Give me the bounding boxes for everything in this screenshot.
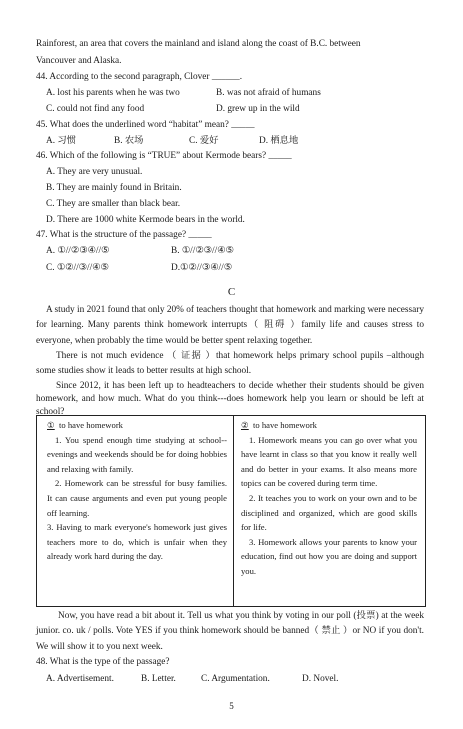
right-column-heading-text: to have homework — [253, 420, 317, 430]
right-item-2: 2. It teaches you to work on your own and to be disciplined and organized, which are good skills for life. — [241, 492, 417, 533]
q44-option-b: B. was not afraid of humans — [216, 88, 321, 98]
q47-stem: 47. What is the structure of the passage? _____ — [36, 230, 212, 240]
q48-stem: 48. What is the type of the passage? — [36, 657, 170, 667]
q48-option-b: B. Letter. — [141, 674, 176, 684]
page-number: 5 — [229, 701, 234, 711]
section-heading-c: C — [227, 286, 236, 298]
q45-option-a: A. 习惯 — [46, 136, 76, 146]
passage-paragraph-2: There is not much evidence （ 证据 ）that homework helps primary school pupils –although some studies show it leads to better results at high school. — [36, 351, 424, 377]
left-item-3: 3. Having to mark everyone's homework just gives teachers more to do, which is unfair when they already work hard during the day. — [47, 522, 227, 562]
q44-option-d: D. grew up in the wild — [216, 104, 300, 114]
right-column-number: ② — [241, 420, 249, 430]
table-left-column — [47, 418, 227, 564]
right-column-heading — [241, 418, 417, 433]
q48-option-c: C. Argumentation. — [201, 674, 270, 684]
closing-paragraph: Now, you have read a bit about it. Tell us what you think by voting in our poll (投票) at the week junior. co. uk / polls. Vote YES if you think homework should be banned（ 禁止 ）or NO if you don't. We will show it to you next week. — [36, 611, 424, 652]
passage-paragraph-1: A study in 2021 found that only 20% of teachers thought that homework and marking were necessary for learning. Many parents think homework interrupts（ 阻碍 ）family life and causes stress to everyone, when probably the time would be better spent relaxing together. — [36, 305, 424, 346]
q47-option-a: A. ①//②③④//⑤ — [46, 246, 110, 256]
q45-option-c: C. 爱好 — [189, 136, 219, 146]
q44-option-c: C. could not find any food — [46, 104, 145, 114]
q48-option-d: D. Novel. — [302, 674, 339, 684]
right-item-1: 1. Homework means you can go over what you have learnt in class so that you know it really well and do better in your exams. It also means more topics can be covered during term time. — [241, 434, 417, 489]
q46-option-b: B. They are mainly found in Britain. — [46, 183, 182, 193]
left-column-heading-text: to have homework — [59, 420, 123, 430]
passage-paragraph-3: Since 2012, it has been left up to headteachers to decide whether their students should be given homework, and how much. What do you think---does homework help you learn or should be left at school? — [36, 381, 424, 417]
q47-option-d: D.①②//③④//⑤ — [171, 263, 233, 273]
q47-option-b: B. ①//②③//④⑤ — [171, 246, 234, 256]
q44-stem: 44. According to the second paragraph, Clover ______. — [36, 72, 243, 82]
q46-option-c: C. They are smaller than black bear. — [46, 199, 181, 209]
table-divider — [233, 416, 234, 606]
left-column-number: ① — [47, 420, 55, 430]
intro-line-2: Vancouver and Alaska. — [36, 56, 122, 66]
q45-option-b: B. 农场 — [114, 136, 144, 146]
q46-stem: 46. Which of the following is “TRUE” about Kermode bears? _____ — [36, 151, 292, 161]
right-item-3: 3. Homework allows your parents to know your education, find out how you are doing and support you. — [241, 536, 417, 576]
table-right-column — [241, 418, 417, 579]
q45-stem: 45. What does the underlined word “habitat” mean? _____ — [36, 120, 255, 130]
intro-line-1: Rainforest, an area that covers the mainland and island along the coast of B.C. between — [36, 39, 361, 49]
opinion-table — [36, 415, 426, 607]
left-item-2: 2. Homework can be stressful for busy families. It can cause arguments and even put young people off learning. — [47, 478, 227, 518]
q47-option-c: C. ①②//③//④⑤ — [46, 263, 109, 273]
q44-option-a: A. lost his parents when he was two — [46, 88, 180, 98]
q46-option-a: A. They are very unusual. — [46, 167, 143, 177]
q46-option-d: D. There are 1000 white Kermode bears in the world. — [46, 215, 245, 225]
left-item-1: 1. You spend enough time studying at school--evenings and weekends should be for doing hobbies and relaxing with family. — [47, 434, 227, 474]
left-column-heading — [47, 418, 227, 433]
q48-option-a: A. Advertisement. — [46, 674, 114, 684]
q45-option-d: D. 栖息地 — [259, 136, 299, 146]
